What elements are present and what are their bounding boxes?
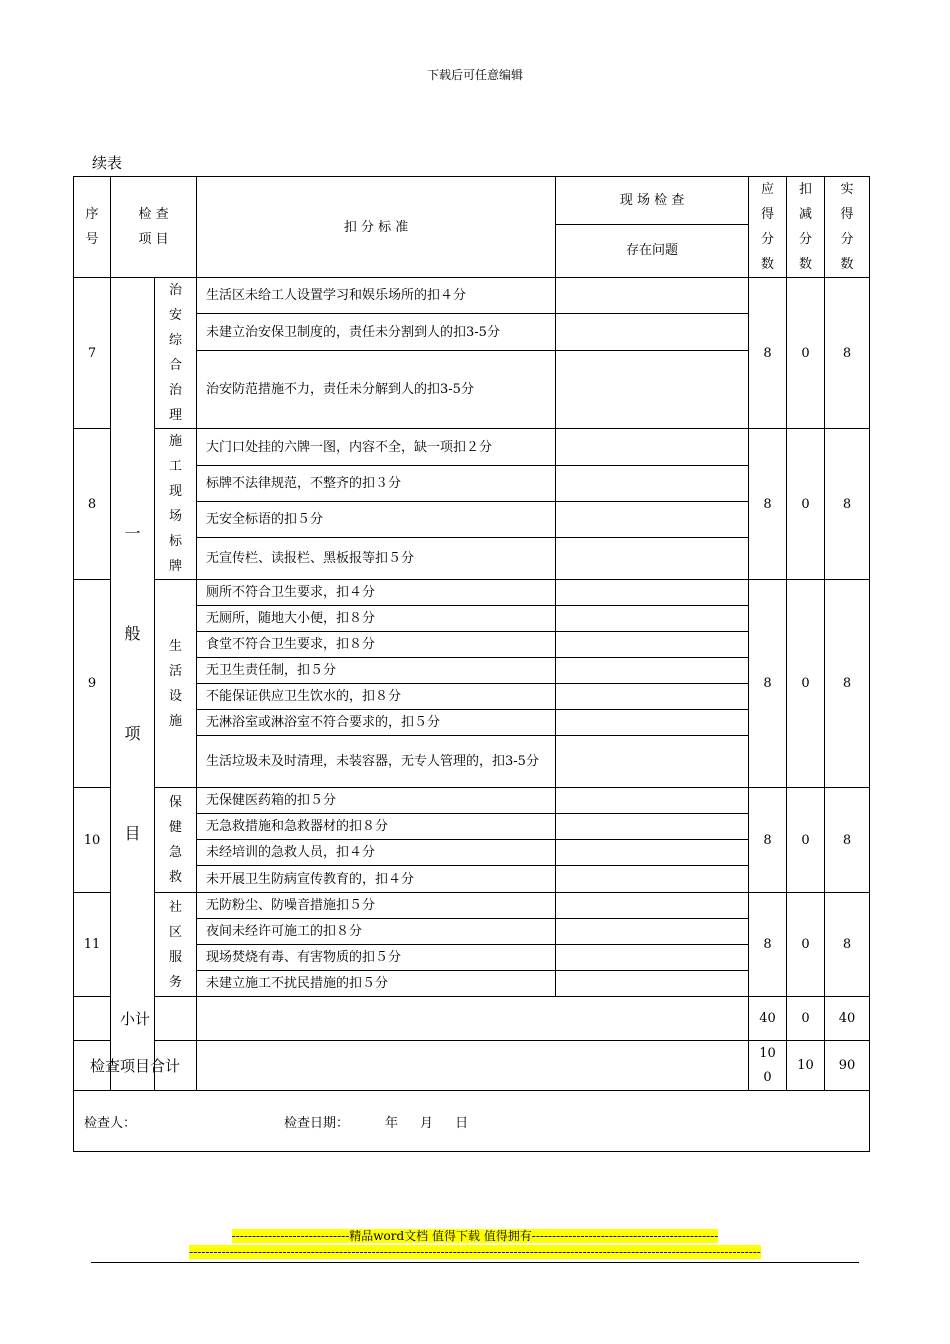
criterion: 标牌不法律规范，不整齐的扣３分 bbox=[197, 466, 556, 502]
group-name: 保 健 急 救 bbox=[155, 788, 197, 893]
problem-cell[interactable] bbox=[556, 538, 749, 580]
criterion: 生活垃圾未及时清理，未装容器，无专人管理的，扣3-5分 bbox=[197, 736, 556, 788]
criterion: 无卫生责任制，扣５分 bbox=[197, 658, 556, 684]
problem-cell[interactable] bbox=[556, 814, 749, 840]
problem-cell[interactable] bbox=[556, 658, 749, 684]
total-deduct: 10 bbox=[787, 1041, 825, 1091]
subtotal-due: 40 bbox=[749, 997, 787, 1041]
due-score: 8 bbox=[749, 278, 787, 429]
signature-cell bbox=[74, 1091, 870, 1152]
actual-score: 8 bbox=[825, 893, 870, 997]
deduct-score: 0 bbox=[787, 429, 825, 580]
group-name: 施 工 现 场 标 牌 bbox=[155, 429, 197, 580]
problem-cell[interactable] bbox=[556, 710, 749, 736]
problem-cell[interactable] bbox=[556, 466, 749, 502]
actual-score: 8 bbox=[825, 429, 870, 580]
due-score: 8 bbox=[749, 429, 787, 580]
deduct-score: 0 bbox=[787, 893, 825, 997]
actual-score: 8 bbox=[825, 278, 870, 429]
group-seq: 10 bbox=[74, 788, 111, 893]
problem-cell[interactable] bbox=[556, 314, 749, 351]
problem-cell[interactable] bbox=[556, 684, 749, 710]
problem-cell[interactable] bbox=[556, 502, 749, 538]
header-seq: 序 号 bbox=[74, 177, 111, 278]
category-cell: 一 般 项 目 bbox=[111, 278, 155, 1091]
due-score: 8 bbox=[749, 893, 787, 997]
table-row bbox=[74, 788, 870, 814]
criterion: 治安防范措施不力，责任未分解到人的扣3-5分 bbox=[197, 351, 556, 429]
subtotal-blank bbox=[197, 997, 749, 1041]
problem-cell[interactable] bbox=[556, 840, 749, 866]
problem-cell[interactable] bbox=[556, 580, 749, 606]
criterion: 无厕所，随地大小便，扣８分 bbox=[197, 606, 556, 632]
subtotal-label: 小计 bbox=[74, 997, 197, 1041]
problem-cell[interactable] bbox=[556, 919, 749, 945]
problem-cell[interactable] bbox=[556, 788, 749, 814]
table-row bbox=[74, 278, 870, 314]
due-score: 8 bbox=[749, 788, 787, 893]
problem-cell[interactable] bbox=[556, 278, 749, 314]
header-problems: 存在问题 bbox=[556, 224, 749, 277]
criterion: 未建立治安保卫制度的，责任未分割到人的扣3-5分 bbox=[197, 314, 556, 351]
problem-cell[interactable] bbox=[556, 866, 749, 893]
deduct-score: 0 bbox=[787, 580, 825, 788]
deduct-score: 0 bbox=[787, 278, 825, 429]
header-actual: 实 得 分 数 bbox=[825, 177, 870, 278]
criterion: 生活区未给工人设置学习和娱乐场所的扣４分 bbox=[197, 278, 556, 314]
problem-cell[interactable] bbox=[556, 736, 749, 788]
continued-label: 续表 bbox=[92, 154, 123, 172]
deduct-score: 0 bbox=[787, 788, 825, 893]
header-row-top bbox=[74, 177, 870, 225]
subtotal-row bbox=[74, 997, 870, 1041]
inspector-label: 检查人： bbox=[84, 1115, 137, 1131]
actual-score: 8 bbox=[825, 580, 870, 788]
total-actual: 90 bbox=[825, 1041, 870, 1091]
subtotal-deduct: 0 bbox=[787, 997, 825, 1041]
inspection-table bbox=[73, 176, 870, 1152]
header-note: 下载后可任意编辑 bbox=[426, 68, 523, 82]
criterion: 无保健医药箱的扣５分 bbox=[197, 788, 556, 814]
date-day: 日 bbox=[455, 1115, 469, 1131]
criterion: 未经培训的急救人员，扣４分 bbox=[197, 840, 556, 866]
header-due: 应 得 分 数 bbox=[749, 177, 787, 278]
group-name: 治 安 综 合 治 理 bbox=[155, 278, 197, 429]
signature-row bbox=[74, 1091, 870, 1152]
total-label: 检查项目合计 bbox=[74, 1041, 197, 1091]
criterion: 无淋浴室或淋浴室不符合要求的，扣５分 bbox=[197, 710, 556, 736]
table-row bbox=[74, 893, 870, 919]
criterion: 未建立施工不扰民措施的扣５分 bbox=[197, 971, 556, 997]
problem-cell[interactable] bbox=[556, 429, 749, 466]
group-seq: 8 bbox=[74, 429, 111, 580]
subtotal-actual: 40 bbox=[825, 997, 870, 1041]
header-onsite: 现 场 检 查 bbox=[556, 177, 749, 225]
actual-score: 8 bbox=[825, 788, 870, 893]
criterion: 无安全标语的扣５分 bbox=[197, 502, 556, 538]
table-row bbox=[74, 429, 870, 466]
total-blank bbox=[197, 1041, 749, 1091]
footer-banner-line2: --------------------------------------------------------------------------------------------------------------------------------------------- bbox=[189, 1245, 761, 1259]
criterion: 无急救措施和急救器材的扣８分 bbox=[197, 814, 556, 840]
criterion: 食堂不符合卫生要求，扣８分 bbox=[197, 632, 556, 658]
date-label: 检查日期： bbox=[284, 1115, 350, 1131]
criterion: 未开展卫生防病宣传教育的，扣４分 bbox=[197, 866, 556, 893]
problem-cell[interactable] bbox=[556, 606, 749, 632]
criterion: 夜间未经许可施工的扣８分 bbox=[197, 919, 556, 945]
criterion: 现场焚烧有毒、有害物质的扣５分 bbox=[197, 945, 556, 971]
table-row bbox=[74, 580, 870, 606]
date-month: 月 bbox=[420, 1115, 434, 1131]
date-year: 年 bbox=[385, 1115, 399, 1131]
criterion: 不能保证供应卫生饮水的，扣８分 bbox=[197, 684, 556, 710]
due-score: 8 bbox=[749, 580, 787, 788]
total-due: 10 0 bbox=[749, 1041, 787, 1091]
footer-rule bbox=[91, 1262, 859, 1263]
group-seq: 11 bbox=[74, 893, 111, 997]
group-seq: 7 bbox=[74, 278, 111, 429]
problem-cell[interactable] bbox=[556, 632, 749, 658]
problem-cell[interactable] bbox=[556, 945, 749, 971]
criterion: 大门口处挂的六牌一图，内容不全，缺一项扣２分 bbox=[197, 429, 556, 466]
criterion: 无宣传栏、读报栏、黑板报等扣５分 bbox=[197, 538, 556, 580]
header-deduct: 扣 减 分 数 bbox=[787, 177, 825, 278]
header-standard: 扣 分 标 准 bbox=[197, 177, 556, 278]
problem-cell[interactable] bbox=[556, 971, 749, 997]
group-name: 社 区 服 务 bbox=[155, 893, 197, 997]
header-item: 检 查 项 目 bbox=[111, 177, 197, 278]
criterion: 无防粉尘、防噪音措施扣５分 bbox=[197, 893, 556, 919]
criterion: 厕所不符合卫生要求，扣４分 bbox=[197, 580, 556, 606]
group-seq: 9 bbox=[74, 580, 111, 788]
problem-cell[interactable] bbox=[556, 893, 749, 919]
total-row bbox=[74, 1041, 870, 1091]
footer-banner-line1: -----------------------------精品word文档 值得下载 值得拥有---------------------------------------------- bbox=[231, 1229, 719, 1243]
group-name: 生 活 设 施 bbox=[155, 580, 197, 788]
problem-cell[interactable] bbox=[556, 351, 749, 429]
